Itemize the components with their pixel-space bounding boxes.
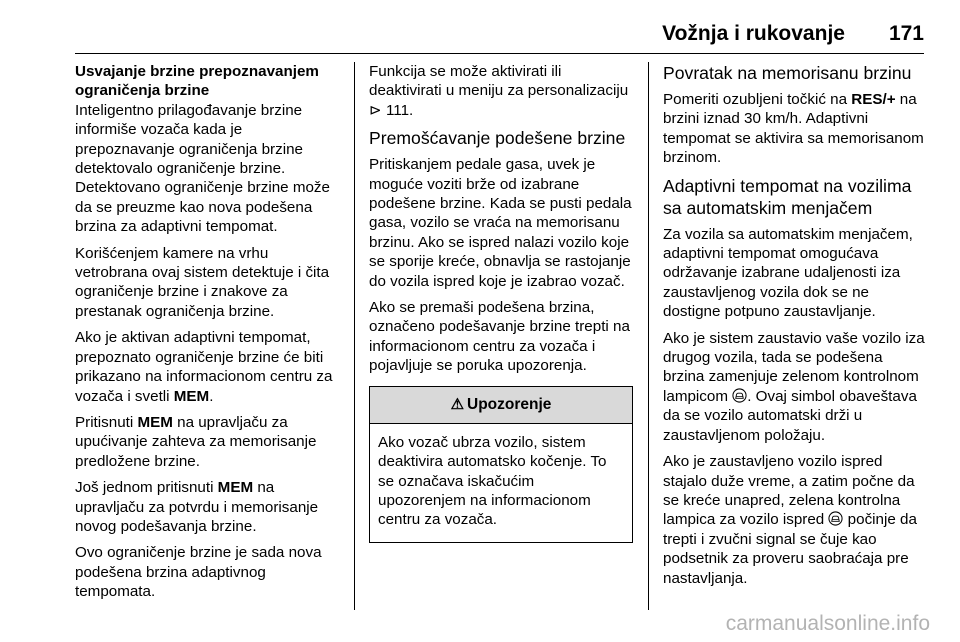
page-header: [0, 22, 924, 50]
column-middle: [369, 62, 633, 543]
column-divider: [354, 62, 355, 610]
page-number: 171: [888, 22, 924, 45]
paragraph: [663, 452, 925, 588]
vehicle-ahead-lamp-icon: [732, 388, 747, 403]
text: Ako je zaustavljeno vozilo ispred stajalo duže vreme, a zatim počne da se kreće unapred, zelena kontrolna lampica za vozilo ispred: [663, 453, 915, 529]
paragraph: [75, 328, 343, 406]
warning-title: Upozorenje: [467, 395, 552, 413]
section-title: Vožnja i rukovanje: [662, 22, 845, 45]
page-reference-icon: ⊳: [369, 101, 382, 119]
res-label: RES/+: [851, 91, 896, 108]
header-rule: [75, 53, 924, 54]
subheading: Usvajanje brzine prepoznavanjem ograničenja brzine: [75, 63, 319, 100]
mem-label: MEM: [137, 413, 173, 431]
text: Funkcija se može aktivirati ili deaktivirati u meniju za personalizaciju: [369, 63, 629, 100]
text: Pritisnuti: [75, 413, 138, 431]
paragraph: [663, 90, 925, 168]
text: na upravljaču za potvrdu i memorisanje novog podešavanja brzine.: [75, 479, 319, 535]
paragraph: Pritiskanjem pedale gasa, uvek je moguće voziti brže od izabrane podešene brzine. Kada se pusti pedala gasa, vozilo se vraća na memorisanu brzinu. Ako se ispred nalazi vozilo koje se sporije kreće, obnavlja se rastojanje do vozila ispred koje je izabrao vozač.: [369, 156, 632, 290]
paragraph: [663, 329, 925, 445]
watermark: carmanualsonline.info: [725, 612, 930, 635]
text: na brzini iznad 30 km/h. Adaptivni tempomat se aktivira sa memorisanom brzinom.: [663, 91, 924, 167]
section-heading: Adaptivni tempomat na vozilima sa automatskim menjačem: [663, 175, 912, 218]
paragraph: Inteligentno prilagođavanje brzine informiše vozača kada je prepoznavanje ograničenja brzine detektovalo ograničenje brzine. Detektovano ograničenje brzine može da se preuzme kao nova podešena brzina za adaptivni tempomat.: [75, 101, 330, 236]
vehicle-ahead-lamp-icon: [828, 511, 843, 526]
warning-box: [369, 386, 633, 543]
warning-body: Ako vozač ubrza vozilo, sistem deaktivira automatsko kočenje. To se označava iskačućim upozorenjem na informacionom centru za vozača.: [378, 433, 607, 529]
page-reference: 111.: [381, 101, 414, 119]
column-left: [75, 62, 343, 609]
warning-triangle-icon: ⚠: [450, 395, 465, 413]
mem-label: MEM: [173, 387, 210, 405]
paragraph: Ovo ograničenje brzine je sada nova podešena brzina adaptivnog tempomata.: [75, 544, 322, 601]
paragraph: [75, 413, 343, 471]
text: Ako je aktivan adaptivni tempomat, prepoznato ograničenje brzine će biti prikazano na informacionom centru za vozača i svetli: [75, 329, 333, 405]
text: .: [209, 387, 214, 405]
text: počinje da trepti i zvučni signal se čuje kao podsetnik za proveru saobraćaja pre nastavljanja.: [663, 511, 917, 587]
text: . Ovaj simbol obaveštava da se vozilo automatski drži u zaustavljenom položaju.: [663, 387, 917, 444]
section-heading: Premošćavanje podešene brzine: [369, 128, 626, 149]
paragraph: Korišćenjem kamere na vrhu vetrobrana ovaj sistem detektuje i čita ograničenje brzine i znakove za prestanak ograničenja brzine.: [75, 244, 330, 320]
paragraph: Za vozila sa automatskim menjačem, adaptivni tempomat omogućava održavanje izabrane udaljenosti iza zaustavljenog vozila dok se ne dostigne potpuno zaustavljanje.: [663, 225, 913, 321]
text: Pomeriti ozubljeni točkić na: [663, 91, 852, 108]
column-divider: [648, 62, 649, 610]
text: Ako je sistem zaustavio vaše vozilo iza drugog vozila, tada se podešena brzina zamenjuje zelenom kontrolnom lampicom: [663, 329, 925, 405]
warning-header: [370, 387, 632, 424]
column-right: [663, 62, 925, 595]
paragraph: [75, 478, 343, 536]
paragraph: Ako se premaši podešena brzina, označeno podešavanje brzine trepti na informacionom centru za vozača i pojavljuje se poruka upozorenja.: [369, 299, 630, 375]
mem-label: MEM: [217, 479, 254, 497]
text: Još jednom pritisnuti: [75, 479, 218, 497]
paragraph: [369, 62, 633, 120]
section-heading: Povratak na memorisanu brzinu: [663, 63, 912, 83]
text: na upravljaču za upućivanje zahteva za memorisanje predložene brzine.: [75, 413, 317, 470]
